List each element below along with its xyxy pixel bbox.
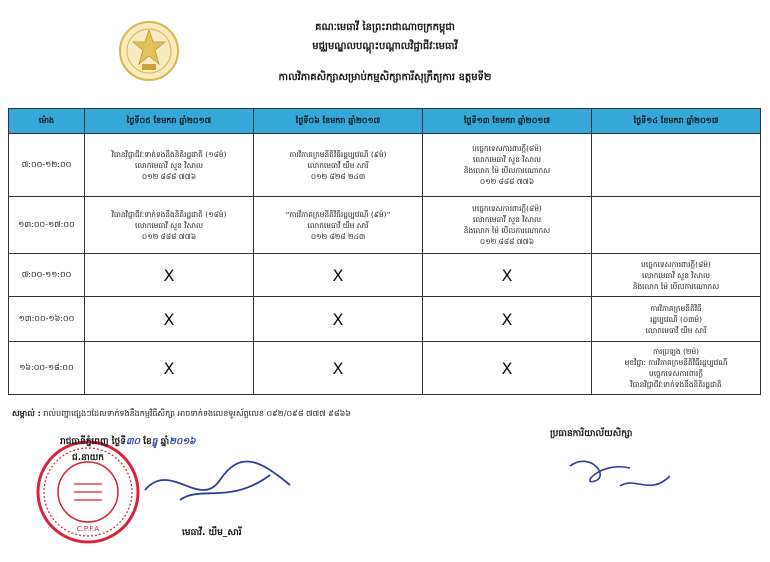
schedule-table	[8, 108, 761, 395]
schedule-cell	[254, 254, 423, 297]
table-row	[9, 254, 761, 297]
course-name: បច្ចេកទេសការពារក្តី(៨ម៉)	[472, 204, 542, 213]
course-name: បច្ចេកទេសការពារក្តី(៨ម៉)	[641, 259, 711, 269]
approver-title: ជ.នាយក	[72, 453, 104, 463]
lecturer-name: លោកមេធាវី សួន វិសាល	[472, 215, 542, 224]
date-month: ធ្នូ	[151, 437, 158, 447]
schedule-cell	[423, 342, 592, 395]
column-header-time: ម៉ោង	[9, 109, 85, 134]
course-name: ការវិភាគក្រមនីតិវិធីរដ្ឋប្បវេណី (៩ម៉)	[289, 149, 387, 159]
document-title: កាលវិភាគសិក្សាសម្រាប់កម្មសិក្សាការីសុក្រឹត្យការ ឧត្តមទី២	[278, 72, 492, 83]
no-class-mark: X	[332, 309, 344, 329]
lecturer-name: លោកមេធាវី សួន វិសាល	[641, 270, 711, 280]
schedule-cell	[254, 297, 423, 342]
footnote-text: រាល់បញ្ហាផ្សេងៗដែលទាក់ទងនឹងកម្មវិធីសិក្សា អាចទាក់ទងលេខទូរស័ព្ទលេខ ០៩២/០៩៨ ៧៧៧ ៩៨៦៦	[40, 409, 351, 418]
no-class-mark: X	[332, 358, 344, 378]
schedule-cell	[592, 297, 761, 342]
course-name: បច្ចេកទេសការពារក្តី(៨ម៉)	[472, 144, 542, 153]
exam-subject: បច្ចេកទេសការពារក្តី	[649, 369, 703, 378]
no-class-mark: X	[163, 309, 175, 329]
lecturer-name: លោកមេធាវី យឹម សារី	[645, 325, 707, 335]
no-class-mark: X	[163, 358, 175, 378]
schedule-cell	[254, 134, 423, 197]
director-signature-icon	[140, 450, 300, 520]
table-row	[9, 297, 761, 342]
time-slot: ៧:០០-១២:០០	[9, 134, 85, 197]
organization-name: គណៈមេធាវី នៃព្រះរាជាណាចក្រកម្ពុជា	[315, 22, 455, 33]
schedule-cell-empty	[592, 197, 761, 254]
course-name: វិធានវិជ្ជាជីវៈទាក់ទងនឹងនិតិរដ្ឋជាតិ (១៨ម៉)	[111, 149, 227, 159]
signing-date	[60, 436, 196, 449]
no-class-mark: X	[501, 309, 513, 329]
schedule-cell	[85, 297, 254, 342]
exam-subject: មុខវិជ្ជា: ការវិភាគក្រមនីតិវិធីរដ្ឋប្បវេណី	[624, 358, 728, 367]
schedule-cell	[423, 297, 592, 342]
date-year-prefix: ឆ្នាំ	[157, 437, 170, 447]
course-name: ការវិភាគក្រមនីតិវិធី	[650, 303, 702, 313]
column-header-day: ថ្ងៃទី០៦ ខែមករា ឆ្នាំ២០១៧	[254, 109, 423, 134]
schedule-cell	[423, 134, 592, 197]
footnote	[12, 408, 351, 420]
no-class-mark: X	[163, 265, 175, 285]
co-lecturer-name: និងលោក ម៉ៃ បើលការណោកស	[463, 166, 551, 175]
organization-subname: មជ្ឈមណ្ឌលបណ្តុះបណ្តាលវិជ្ជាជីវៈមេធាវី	[312, 41, 458, 52]
course-name-cont: រដ្ឋប្បវេណី (០៣ម៉)	[650, 314, 702, 324]
co-lecturer-name: និងលោក ម៉ៃ បើលការណោកស	[632, 281, 720, 291]
schedule-cell	[592, 342, 761, 395]
schedule-cell-empty	[592, 134, 761, 197]
phone-number: ០១២ ៨២៨ ២៤៣	[310, 171, 366, 181]
phone-number: ០១២ ៨៨៨ ៧៧៦	[141, 171, 197, 181]
footnote-label: សម្គាល់ :	[12, 409, 41, 418]
column-header-day: ថ្ងៃទី១៣ ខែមករា ឆ្នាំ២០១៧	[423, 109, 592, 134]
course-name: វិធានវិជ្ជាជីវៈទាក់ទងនឹងនិតិរដ្ឋជាតិ (១៨ម៉)	[111, 209, 227, 219]
lecturer-name: លោកមេធាវី សួន វិសាល	[134, 160, 204, 170]
lecturer-name: លោកមេធាវី យឹម សារី	[307, 220, 369, 230]
phone-number: ០១២ ៨៨៨ ៧៧៦	[479, 237, 535, 246]
signer-name: មេធាវី. យឹម_សារី	[182, 528, 242, 538]
schedule-cell	[85, 254, 254, 297]
date-year: ២០១៦	[169, 437, 196, 447]
table-row	[9, 134, 761, 197]
lecturer-name: លោកមេធាវី សួន វិសាល	[472, 155, 542, 164]
time-slot: ១៦:០០-១៨:០០	[9, 342, 85, 395]
date-day: ៣០	[125, 437, 141, 447]
phone-number: ០១២ ៨២៨ ២៤៣	[310, 231, 366, 241]
course-name: “ការវិភាគក្រមនីតិវិធីរដ្ឋប្បវេណី (៩ម៉)”	[285, 209, 391, 219]
schedule-cell	[423, 197, 592, 254]
lecturer-name: លោកមេធាវី សួន វិសាល	[134, 220, 204, 230]
lecturer-name: លោកមេធាវី យឹម សារី	[307, 160, 369, 170]
exam-subject: វិធានវិជ្ជាជីវៈទាក់ទងនឹងនិតិរដ្ឋជាតិ	[630, 380, 722, 389]
time-slot: ៧:០០-១១:០០	[9, 254, 85, 297]
no-class-mark: X	[501, 358, 513, 378]
office-head-signature-icon	[560, 446, 680, 508]
schedule-cell	[85, 342, 254, 395]
phone-number: ០១២ ៨៨៨ ៧៧៦	[141, 231, 197, 241]
schedule-cell	[254, 342, 423, 395]
office-head-title: ប្រធានការិយាល័យសិក្សា	[550, 429, 633, 439]
no-class-mark: X	[332, 265, 344, 285]
no-class-mark: X	[501, 265, 513, 285]
date-month-prefix: ខែ	[140, 437, 152, 447]
table-row	[9, 197, 761, 254]
seal-text: C.P.F.A	[76, 525, 100, 533]
table-row	[9, 342, 761, 395]
time-slot: ១៣:០០-១៦:០០	[9, 297, 85, 342]
phone-number: ០១២ ៨៨៨ ៧៧៦	[479, 177, 535, 186]
column-header-day: ថ្ងៃទី០៥ ខែមករា ឆ្នាំ២០១៧	[85, 109, 254, 134]
exam-label: ការប្រឡង (២ម៉)	[652, 347, 700, 356]
column-header-day: ថ្ងៃទី១៤ ខែមករា ឆ្នាំ២០១៧	[592, 109, 761, 134]
schedule-cell	[254, 197, 423, 254]
co-lecturer-name: និងលោក ម៉ៃ បើលការណោកស	[463, 226, 551, 235]
time-slot: ១៣:០០-១៧:០០	[9, 197, 85, 254]
schedule-cell	[85, 134, 254, 197]
date-prefix: រាជធានីភ្នំពេញ ថ្ងៃទី	[60, 437, 126, 447]
table-header-row	[9, 109, 761, 134]
schedule-cell	[85, 197, 254, 254]
schedule-cell	[423, 254, 592, 297]
schedule-cell	[592, 254, 761, 297]
